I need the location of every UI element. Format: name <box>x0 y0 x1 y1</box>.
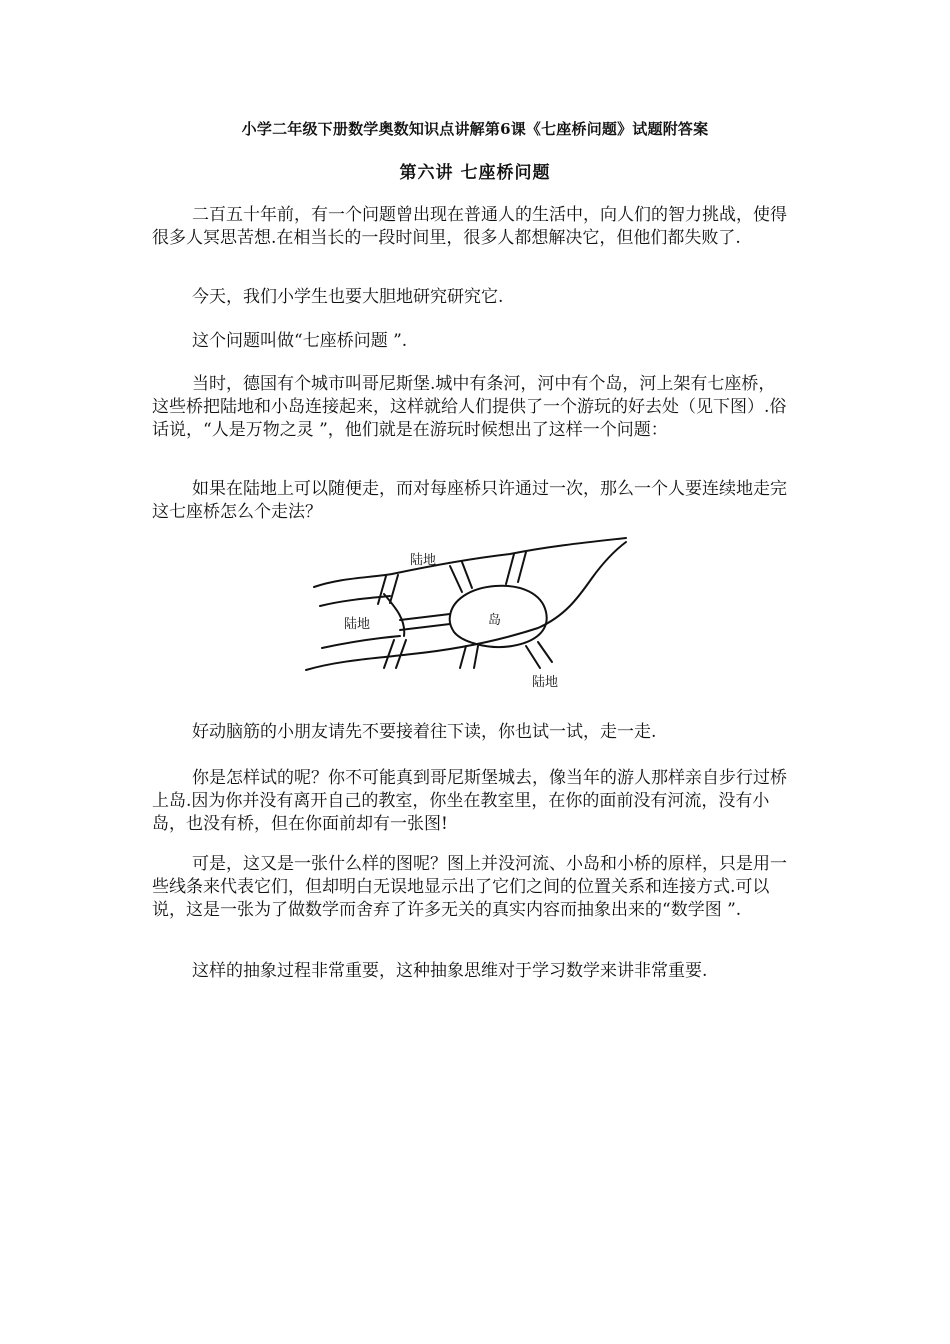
bridge-4 <box>450 562 472 592</box>
left-bank-lower <box>322 636 400 648</box>
page-title: 小学二年级下册数学奥数知识点讲解第6课《七座桥问题》试题附答案 <box>241 120 709 138</box>
label-land-left: 陆地 <box>344 617 371 632</box>
label-land-bottom-right: 陆地 <box>532 675 559 690</box>
bridge-6 <box>506 552 526 584</box>
lower-riverbank <box>306 542 626 670</box>
bridge-7 <box>526 642 552 668</box>
paragraph-konigsberg: 当时，德国有个城市叫哥尼斯堡.城中有条河，河中有个岛，河上架有七座桥，这些桥把陆地和小岛连接起来，这样就给人们提供了一个游玩的好去处（见下图）.俗话说，“人是万物之灵 ”，他们就是在游玩时候想出了这样一个问题： <box>152 374 787 440</box>
paragraph-problem-name: 这个问题叫做“七座桥问题 ”. <box>192 331 408 351</box>
paragraph-question: 如果在陆地上可以随便走，而对每座桥只许通过一次，那么一个人要连续地走完这七座桥怎么个走法？ <box>152 479 787 522</box>
bridge-5 <box>460 646 478 668</box>
label-land-top: 陆地 <box>410 553 437 568</box>
lesson-heading: 第六讲 七座桥问题 <box>399 163 551 183</box>
label-island: 岛 <box>488 613 502 628</box>
upper-riverbank <box>314 538 626 587</box>
bridge-2 <box>384 640 406 668</box>
paragraph-abstraction: 这样的抽象过程非常重要，这种抽象思维对于学习数学来讲非常重要. <box>192 961 708 981</box>
paragraph-how-tried: 你是怎样试的呢？你不可能真到哥尼斯堡城去，像当年的游人那样亲自步行过桥上岛.因为你并没有离开自己的教室，你坐在教室里，在你的面前没有河流，没有小岛，也没有桥，但在你面前却有一张图! <box>152 768 787 834</box>
bridge-3 <box>400 614 450 630</box>
paragraph-today: 今天，我们小学生也要大胆地研究研究它. <box>192 287 504 307</box>
paragraph-intro: 二百五十年前，有一个问题曾出现在普通人的生活中，向人们的智力挑战，使得很多人冥思苦想.在相当长的一段时间里，很多人都想解决它，但他们都失败了. <box>152 205 787 248</box>
paragraph-try: 好动脑筋的小朋友请先不要接着往下读，你也试一试，走一走. <box>192 722 657 742</box>
paragraph-math-graph: 可是，这又是一张什么样的图呢？图上并没河流、小岛和小桥的原样，只是用一些线条来代表它们，但却明白无误地显示出了它们之间的位置关系和连接方式.可以说，这是一张为了做数学而舍弃了许多无关的真实内容而抽象出来的“数学图 ”. <box>152 854 787 920</box>
seven-bridges-map <box>300 528 645 698</box>
